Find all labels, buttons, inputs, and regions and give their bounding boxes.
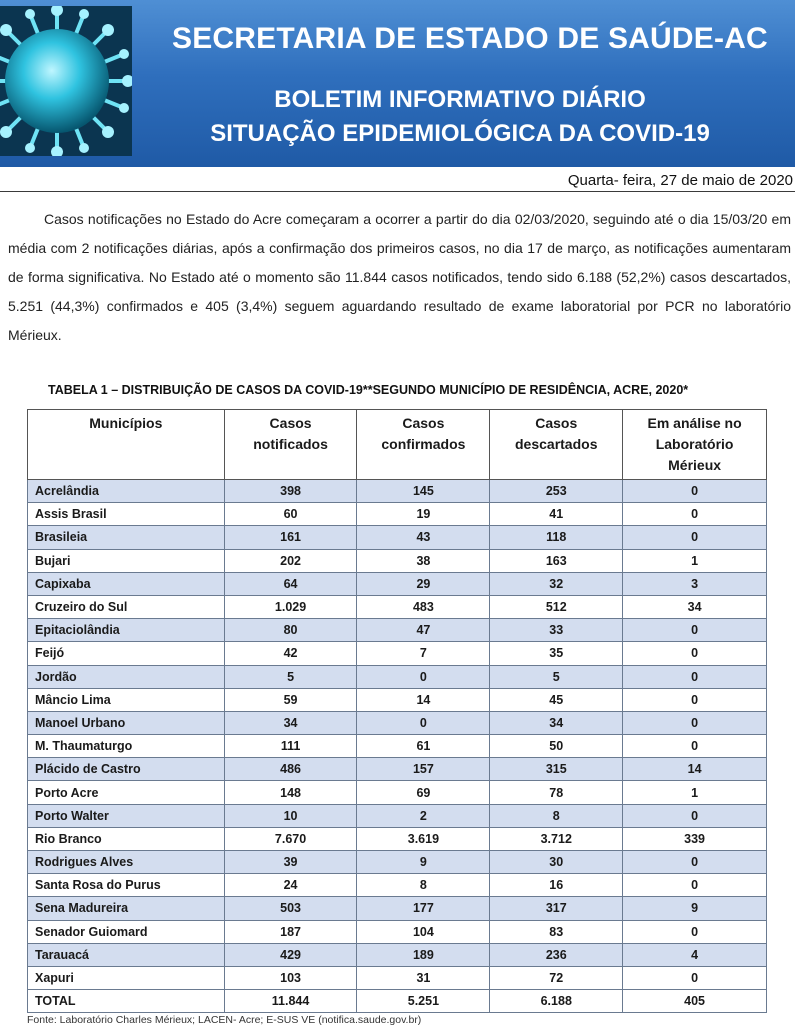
intro-paragraph: Casos notificações no Estado do Acre começaram a ocorrer a partir do dia 02/03/2020, seguindo até o dia 15/03/20 em média com 2 notificações diárias, após a confirmação dos primeiros casos, no dia 17 de março, as notificações aumentaram de forma significativa. No Estado até o momento são 11.844 casos notificados, tendo sido 6.188 (52,2%) casos descartados, 5.251 (44,3%) confirmados e 405 (3,4%) seguem aguardando resultado de exame laboratorial por PCR no laboratório Mérieux. <box>8 211 791 343</box>
cell-notificados: 80 <box>224 619 357 642</box>
cell-em-analise: 0 <box>623 804 767 827</box>
cell-notificados: 39 <box>224 851 357 874</box>
cell-em-analise: 0 <box>623 711 767 734</box>
cell-descartados: 315 <box>490 758 623 781</box>
table-row <box>28 943 767 966</box>
table-row <box>28 758 767 781</box>
cases-table <box>27 409 767 1013</box>
cell-descartados: 34 <box>490 711 623 734</box>
header-confirmados <box>357 410 490 480</box>
table-row <box>28 851 767 874</box>
cell-descartados: 5 <box>490 665 623 688</box>
total-cell-notificados: 11.844 <box>224 990 357 1013</box>
cell-confirmados: 9 <box>357 851 490 874</box>
total-cell-municipio: TOTAL <box>28 990 225 1013</box>
cell-municipio: Tarauacá <box>28 943 225 966</box>
cell-notificados: 42 <box>224 642 357 665</box>
table-row <box>28 549 767 572</box>
cell-municipio: Acrelândia <box>28 480 225 503</box>
cell-em-analise: 34 <box>623 595 767 618</box>
table-row <box>28 572 767 595</box>
cell-notificados: 187 <box>224 920 357 943</box>
cell-notificados: 59 <box>224 688 357 711</box>
cell-notificados: 202 <box>224 549 357 572</box>
cell-descartados: 236 <box>490 943 623 966</box>
table-row <box>28 480 767 503</box>
cell-em-analise: 0 <box>623 480 767 503</box>
cell-confirmados: 47 <box>357 619 490 642</box>
cell-municipio: Jordão <box>28 665 225 688</box>
cell-em-analise: 0 <box>623 851 767 874</box>
cell-municipio: Santa Rosa do Purus <box>28 874 225 897</box>
cell-municipio: Mâncio Lima <box>28 688 225 711</box>
bulletin-date: Quarta- feira, 27 de maio de 2020 <box>567 172 793 189</box>
cell-em-analise: 14 <box>623 758 767 781</box>
header-descartados <box>490 410 623 480</box>
coronavirus-icon <box>0 6 132 156</box>
cell-confirmados: 7 <box>357 642 490 665</box>
cell-em-analise: 1 <box>623 549 767 572</box>
table-row <box>28 897 767 920</box>
header-text: Laboratório <box>655 436 734 452</box>
cell-municipio: Brasileia <box>28 526 225 549</box>
cell-confirmados: 177 <box>357 897 490 920</box>
cell-notificados: 111 <box>224 735 357 758</box>
cell-em-analise: 3 <box>623 572 767 595</box>
cell-municipio: Plácido de Castro <box>28 758 225 781</box>
cell-notificados: 64 <box>224 572 357 595</box>
cell-descartados: 83 <box>490 920 623 943</box>
cell-descartados: 163 <box>490 549 623 572</box>
cell-notificados: 24 <box>224 874 357 897</box>
header-text: Mérieux <box>668 457 722 473</box>
cell-em-analise: 0 <box>623 665 767 688</box>
table-source-note: Fonte: Laboratório Charles Mérieux; LACEN- Acre; E-SUS VE (notifica.saude.gov.br) <box>27 1014 422 1026</box>
cell-em-analise: 0 <box>623 503 767 526</box>
cell-municipio: Epitaciolândia <box>28 619 225 642</box>
cell-descartados: 512 <box>490 595 623 618</box>
header-text: Municípios <box>89 415 163 431</box>
cell-confirmados: 29 <box>357 572 490 595</box>
cell-municipio: Rodrigues Alves <box>28 851 225 874</box>
cell-confirmados: 69 <box>357 781 490 804</box>
cell-descartados: 118 <box>490 526 623 549</box>
cell-municipio: Capixaba <box>28 572 225 595</box>
header-text: Casos <box>269 415 312 431</box>
cell-em-analise: 0 <box>623 688 767 711</box>
cell-descartados: 253 <box>490 480 623 503</box>
table-header-row <box>28 410 767 480</box>
table-row <box>28 503 767 526</box>
header-em-analise <box>623 410 767 480</box>
total-cell-confirmados: 5.251 <box>357 990 490 1013</box>
table-row <box>28 595 767 618</box>
table-caption: TABELA 1 – DISTRIBUIÇÃO DE CASOS DA COVID-19**SEGUNDO MUNICÍPIO DE RESIDÊNCIA, ACRE, 2020* <box>48 383 689 397</box>
cell-em-analise: 0 <box>623 526 767 549</box>
cell-municipio: M. Thaumaturgo <box>28 735 225 758</box>
cell-descartados: 33 <box>490 619 623 642</box>
cell-confirmados: 31 <box>357 966 490 989</box>
cell-confirmados: 0 <box>357 711 490 734</box>
cell-municipio: Rio Branco <box>28 827 225 850</box>
cell-municipio: Bujari <box>28 549 225 572</box>
table-row <box>28 827 767 850</box>
cell-notificados: 5 <box>224 665 357 688</box>
cell-municipio: Cruzeiro do Sul <box>28 595 225 618</box>
cell-confirmados: 104 <box>357 920 490 943</box>
cell-confirmados: 3.619 <box>357 827 490 850</box>
cell-notificados: 503 <box>224 897 357 920</box>
cell-municipio: Sena Madureira <box>28 897 225 920</box>
cell-municipio: Senador Guiomard <box>28 920 225 943</box>
header-subtitle-bulletin: BOLETIM INFORMATIVO DIÁRIO <box>274 86 646 113</box>
cell-municipio: Porto Acre <box>28 781 225 804</box>
header-text: confirmados <box>381 436 466 452</box>
header-text: Em análise no <box>647 415 742 431</box>
cell-em-analise: 0 <box>623 642 767 665</box>
cell-confirmados: 483 <box>357 595 490 618</box>
cell-descartados: 3.712 <box>490 827 623 850</box>
cell-descartados: 78 <box>490 781 623 804</box>
cell-em-analise: 4 <box>623 943 767 966</box>
cell-notificados: 1.029 <box>224 595 357 618</box>
cell-em-analise: 0 <box>623 874 767 897</box>
total-cell-descartados: 6.188 <box>490 990 623 1013</box>
cell-confirmados: 19 <box>357 503 490 526</box>
cell-descartados: 317 <box>490 897 623 920</box>
header-subtitle-situation: SITUAÇÃO EPIDEMIOLÓGICA DA COVID-19 <box>210 120 710 147</box>
cell-descartados: 30 <box>490 851 623 874</box>
cell-confirmados: 43 <box>357 526 490 549</box>
cell-confirmados: 189 <box>357 943 490 966</box>
cell-municipio: Feijó <box>28 642 225 665</box>
cell-descartados: 35 <box>490 642 623 665</box>
cell-descartados: 45 <box>490 688 623 711</box>
table-row <box>28 735 767 758</box>
cell-municipio: Xapuri <box>28 966 225 989</box>
cell-notificados: 34 <box>224 711 357 734</box>
header-text: Casos <box>535 415 578 431</box>
cell-confirmados: 61 <box>357 735 490 758</box>
table-total-row <box>28 990 767 1013</box>
date-divider <box>0 191 795 192</box>
cell-notificados: 429 <box>224 943 357 966</box>
table-row <box>28 966 767 989</box>
cell-municipio: Porto Walter <box>28 804 225 827</box>
header-text: descartados <box>515 436 598 452</box>
table-row <box>28 920 767 943</box>
cell-notificados: 60 <box>224 503 357 526</box>
cell-confirmados: 2 <box>357 804 490 827</box>
table-row <box>28 804 767 827</box>
cell-descartados: 32 <box>490 572 623 595</box>
cell-descartados: 8 <box>490 804 623 827</box>
cell-em-analise: 9 <box>623 897 767 920</box>
table-row <box>28 711 767 734</box>
table-body <box>28 480 767 1013</box>
cell-confirmados: 8 <box>357 874 490 897</box>
cell-confirmados: 14 <box>357 688 490 711</box>
cell-notificados: 398 <box>224 480 357 503</box>
cell-notificados: 7.670 <box>224 827 357 850</box>
cell-notificados: 148 <box>224 781 357 804</box>
cell-em-analise: 0 <box>623 920 767 943</box>
cell-em-analise: 1 <box>623 781 767 804</box>
cell-descartados: 50 <box>490 735 623 758</box>
table-row <box>28 874 767 897</box>
cell-em-analise: 0 <box>623 735 767 758</box>
table-row <box>28 688 767 711</box>
cell-descartados: 41 <box>490 503 623 526</box>
cell-notificados: 103 <box>224 966 357 989</box>
cell-em-analise: 0 <box>623 966 767 989</box>
header-title: SECRETARIA DE ESTADO DE SAÚDE-AC <box>172 22 768 55</box>
cell-confirmados: 38 <box>357 549 490 572</box>
table-row <box>28 526 767 549</box>
cell-municipio: Manoel Urbano <box>28 711 225 734</box>
table-row <box>28 642 767 665</box>
cell-descartados: 16 <box>490 874 623 897</box>
header-municipios <box>28 410 225 480</box>
cell-municipio: Assis Brasil <box>28 503 225 526</box>
cell-confirmados: 0 <box>357 665 490 688</box>
total-cell-em-analise: 405 <box>623 990 767 1013</box>
table-row <box>28 619 767 642</box>
header-text: notificados <box>253 436 328 452</box>
cell-notificados: 486 <box>224 758 357 781</box>
header-banner <box>0 0 795 167</box>
cell-descartados: 72 <box>490 966 623 989</box>
cell-notificados: 10 <box>224 804 357 827</box>
table-row <box>28 781 767 804</box>
cell-em-analise: 0 <box>623 619 767 642</box>
cell-confirmados: 157 <box>357 758 490 781</box>
table-row <box>28 665 767 688</box>
cell-em-analise: 339 <box>623 827 767 850</box>
cell-confirmados: 145 <box>357 480 490 503</box>
header-notificados <box>224 410 357 480</box>
header-text: Casos <box>402 415 445 431</box>
cell-notificados: 161 <box>224 526 357 549</box>
